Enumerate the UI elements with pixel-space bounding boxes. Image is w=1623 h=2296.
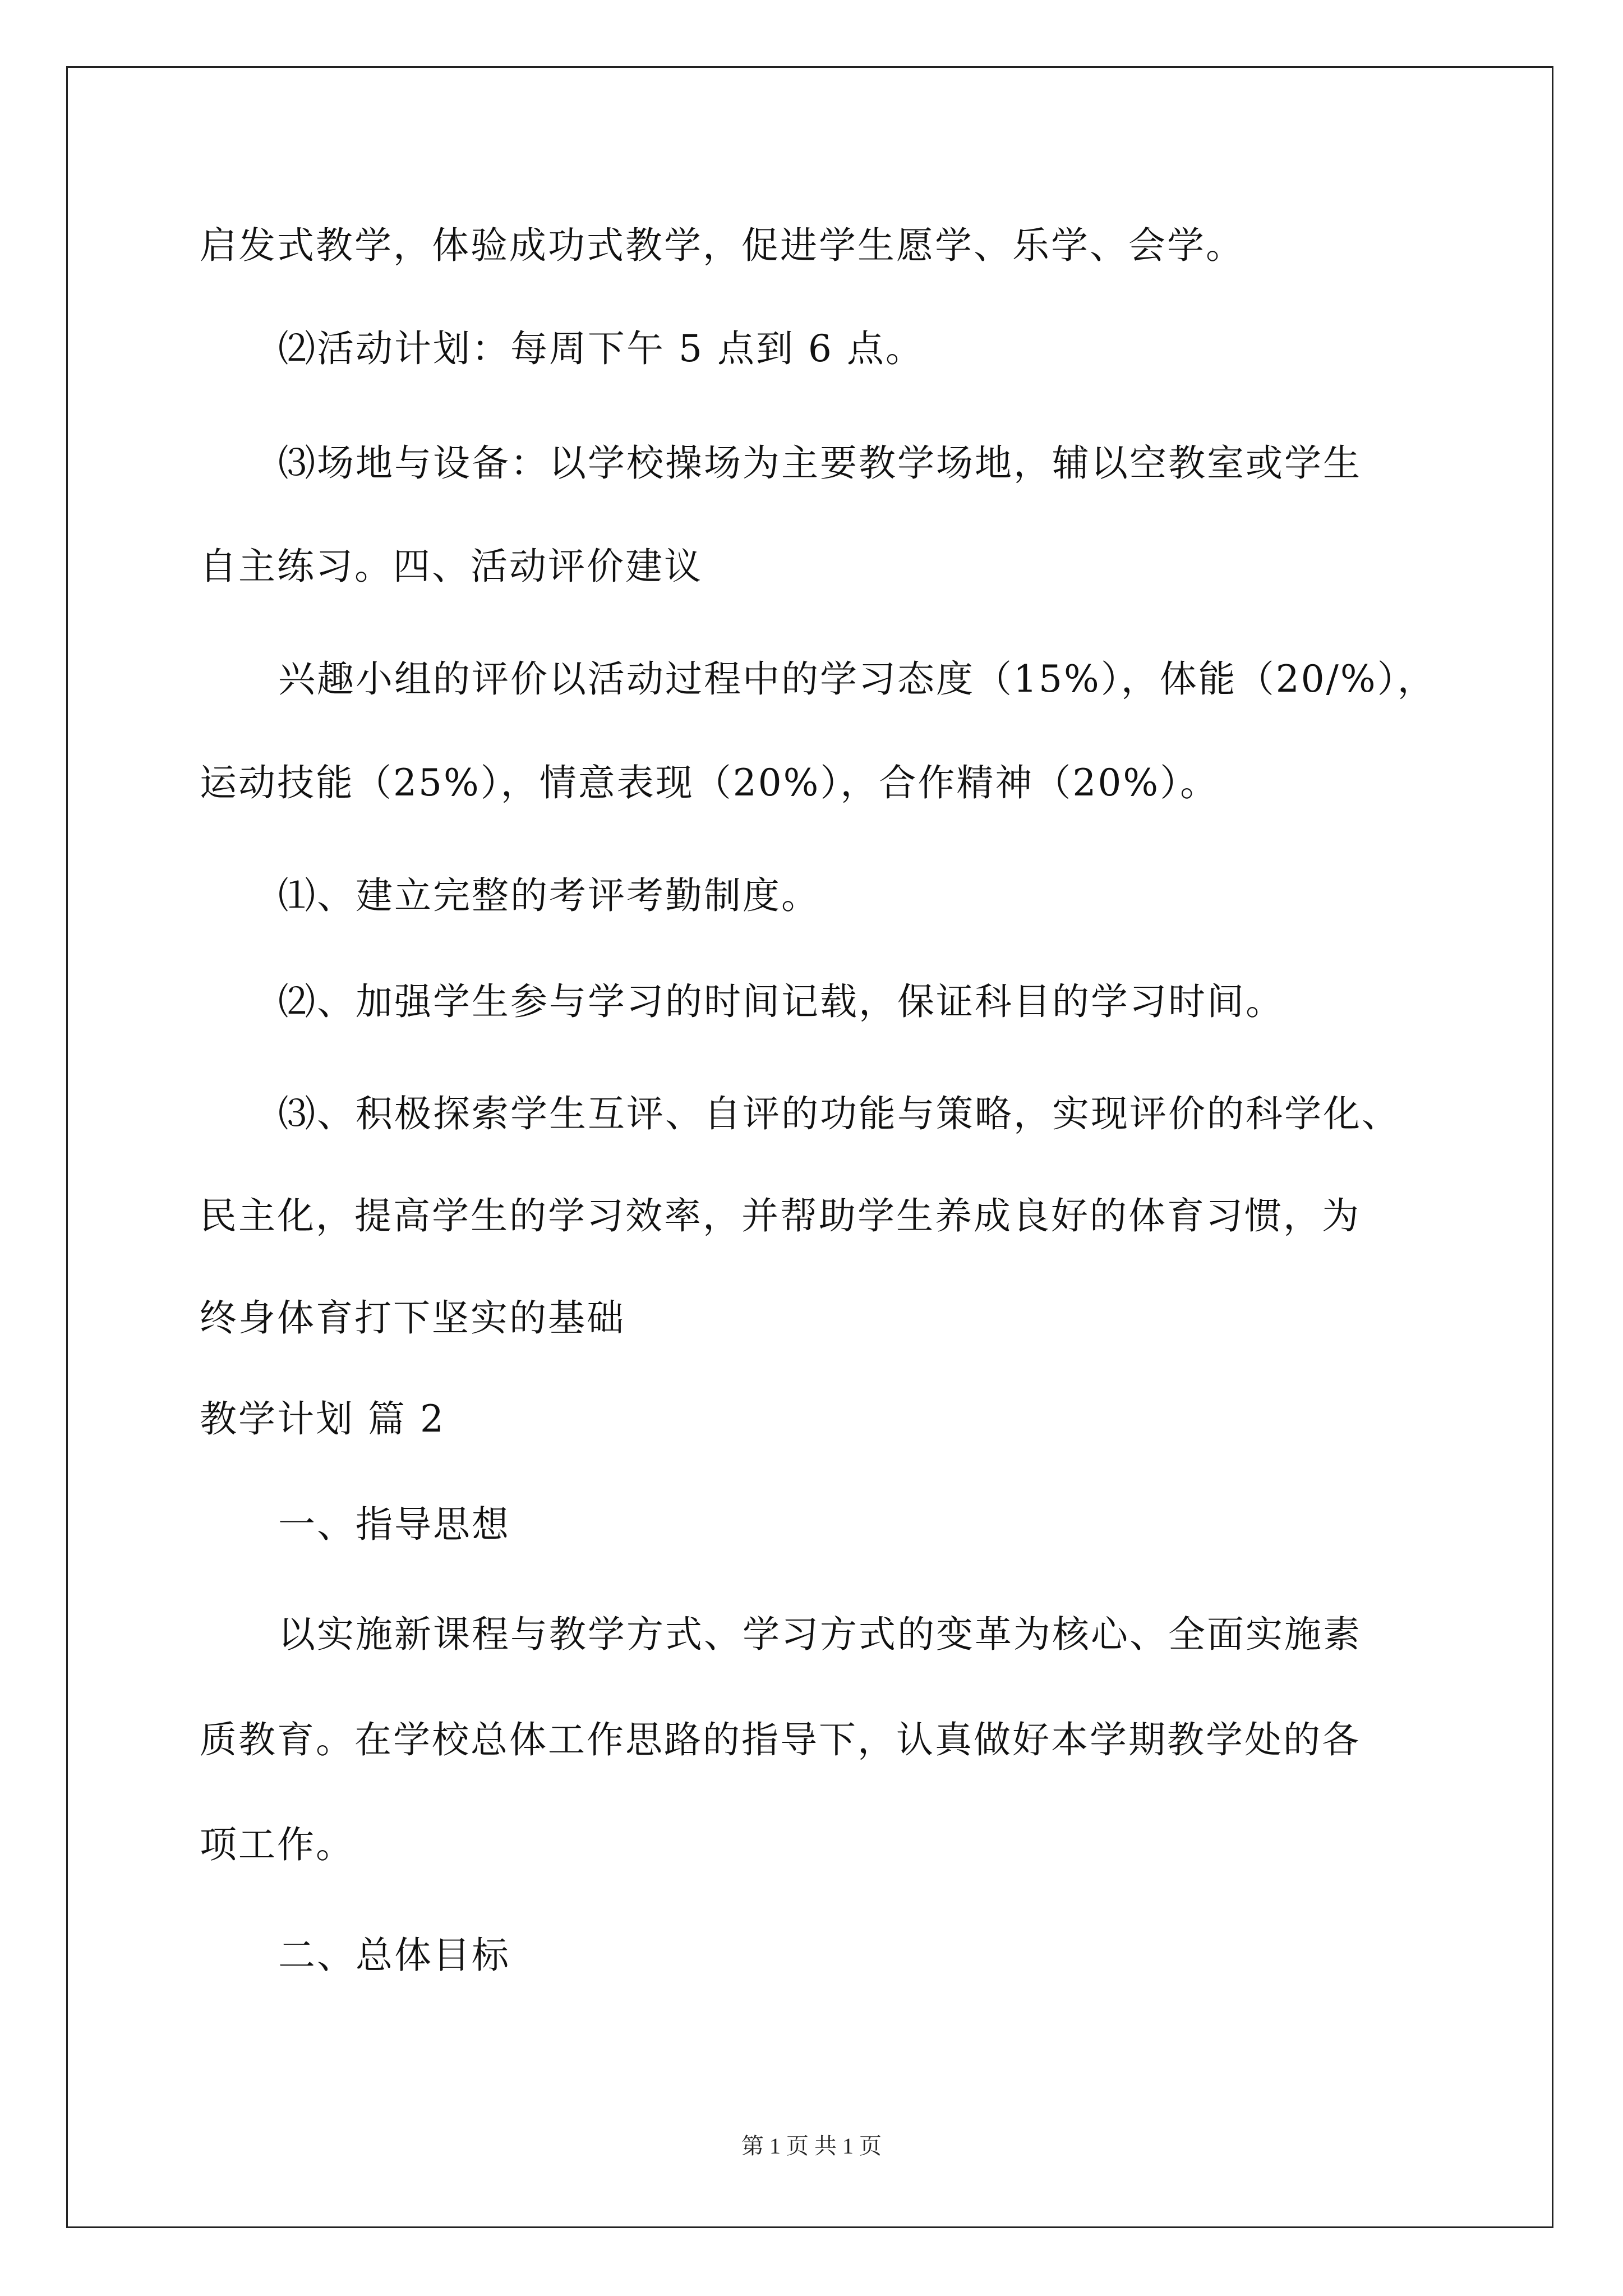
paragraph-line: 以实施新课程与教学方式、学习方式的变革为核心、全面实施素 — [278, 1613, 1362, 1656]
page-border — [66, 66, 1553, 2228]
paragraph-line: ⑵、加强学生参与学习的时间记载，保证科目的学习时间。 — [278, 980, 1284, 1023]
paragraph-line: ⑶场地与设备：以学校操场为主要教学场地，辅以空教室或学生 — [278, 441, 1362, 485]
paragraph-line: ⑶、积极探索学生互评、自评的功能与策略，实现评价的科学化、 — [278, 1092, 1400, 1135]
paragraph-line: 自主练习。四、活动评价建议 — [200, 545, 703, 588]
paragraph-line: ⑴、建立完整的考评考勤制度。 — [278, 874, 820, 917]
paragraph-line: 民主化，提高学生的学习效率，并帮助学生养成良好的体育习惯，为 — [200, 1194, 1361, 1237]
subsection-heading: 一、指导思想 — [278, 1503, 510, 1546]
section-heading: 教学计划 篇 2 — [200, 1397, 445, 1441]
paragraph-line: 项工作。 — [200, 1823, 354, 1866]
paragraph-line: 兴趣小组的评价以活动过程中的学习态度（15%），体能（20/%）， — [278, 657, 1436, 701]
paragraph-line: ⑵活动计划：每周下午 5 点到 6 点。 — [278, 327, 924, 370]
subsection-heading: 二、总体目标 — [278, 1934, 510, 1977]
page-footer: 第 1 页 共 1 页 — [741, 2133, 882, 2159]
paragraph-line: 终身体育打下坚实的基础 — [200, 1296, 625, 1340]
paragraph-line: 质教育。在学校总体工作思路的指导下，认真做好本学期教学处的各 — [200, 1718, 1361, 1761]
paragraph-line: 运动技能（25%），情意表现（20%），合作精神（20%）。 — [200, 761, 1219, 804]
paragraph-line: 启发式教学，体验成功式教学，促进学生愿学、乐学、会学。 — [200, 224, 1244, 267]
